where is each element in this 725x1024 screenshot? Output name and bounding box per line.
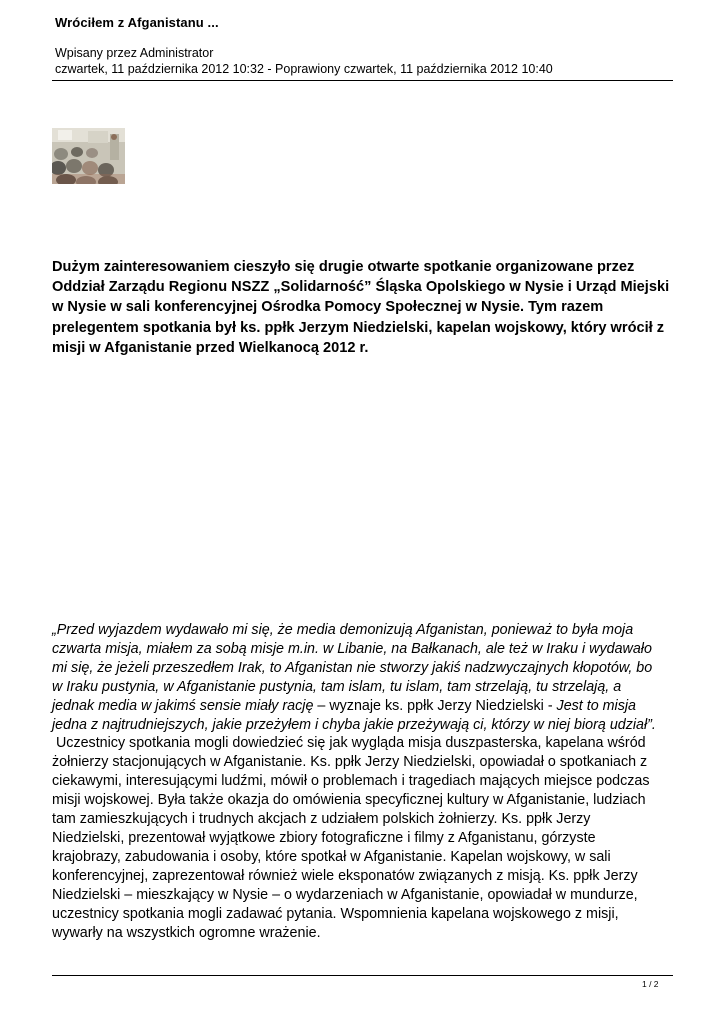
body-line (52, 678, 682, 697)
body-text: – wyznaje ks. ppłk Jerzy Niedzielski - (313, 697, 557, 714)
quote-text: czwarta misja, miałem za sobą misje m.in. w Libanie, na Bałkanach, ale też w Iraku i wydawało (52, 640, 652, 657)
quote-text: „Przed wyjazdem wydawało mi się, że media demonizują Afganistan, ponieważ to była moja (52, 622, 634, 638)
dates-line: czwartek, 11 października 2012 10:32 - Poprawiony czwartek, 11 października 2012 10:40 (55, 62, 553, 76)
lead-line: prelegentem spotkania był ks. ppłk Jerzym Niedzielski, kapelan wojskowy, który wrócił z (52, 319, 665, 336)
lead-paragraph (52, 257, 682, 358)
lead-line: Dużym zainteresowaniem cieszyło się drugie otwarte spotkanie organizowane przez (52, 259, 635, 275)
quote-text: mi się, że jeżeli przeszedłem Irak, to Afganistan nie stworzy jakiś nadzwyczajnych kłopotów, bo (52, 659, 653, 676)
body-line (52, 886, 682, 905)
body-line (52, 848, 682, 867)
body-line (52, 829, 682, 848)
body-line (52, 753, 682, 772)
body-line (52, 791, 682, 810)
body-line (52, 659, 682, 678)
body-paragraph (52, 621, 682, 942)
body-line (52, 697, 682, 716)
conference-photo-image (52, 128, 125, 184)
quote-text: jedna z najtrudniejszych, jakie przeżyłem i chyba jakie przeżywają ci, którzy w niej biorą udział”. (52, 716, 656, 733)
page-indicator: 1 / 2 (642, 979, 659, 989)
body-text: żołnierzy stacjonujących w Afganistanie. Ks. ppłk Jerzy Niedzielski, opowiadał o spotkaniach z (52, 754, 648, 771)
body-line (52, 867, 682, 886)
body-text: misji wojskowej. Była także okazja do omówienia specyficznej kultury w Afganistanie, ludziach (52, 792, 646, 809)
article-title: Wróciłem z Afganistanu ... (55, 15, 219, 30)
body-line (52, 734, 682, 753)
quote-text: w Iraku pustynia, w Afganistanie pustynia, tam islam, tu islam, tam strzelają, tu strzelają, a (52, 678, 622, 695)
lead-line: w Nysie w sali konferencyjnej Ośrodka Pomocy Społecznej w Nysie. Tym razem (52, 299, 604, 316)
body-text: wywarły na wszystkich ogromne wrażenie. (52, 924, 321, 941)
body-line (52, 716, 682, 735)
body-text: krajobrazy, zabudowania i osoby, które spotkał w Afganistanie. Kapelan wojskowy, w sali (52, 848, 611, 865)
lead-line: Oddział Zarządu Regionu NSZZ „Solidarność” Śląska Opolskiego w Nysie i Urząd Miejski (52, 279, 670, 296)
body-text: uczestnicy spotkania mogli zadawać pytania. Wspomnienia kapelana wojskowego z misji, (52, 905, 619, 922)
body-text: tam zamieszkujących i trudnych akcjach z udziałem polskich żołnierzy. Ks. ppłk Jerzy (52, 811, 591, 828)
header-divider (52, 80, 673, 81)
body-text: Niedzielski – mieszkający w Nysie – o wydarzeniach w Afganistanie, opowiadał w mundurze, (52, 886, 638, 903)
lead-line: misji w Afganistanie przed Wielkanocą 2012 r. (52, 339, 369, 356)
body-line (52, 924, 682, 943)
body-line (52, 621, 682, 640)
body-text: Uczestnicy spotkania mogli dowiedzieć się jak wygląda misja duszpasterska, kapelana wśród (52, 735, 646, 752)
body-line (52, 772, 682, 791)
author-line: Wpisany przez Administrator (55, 46, 214, 60)
body-line (52, 905, 682, 924)
quote-text: jednak media w jakimś sensie miały rację (52, 697, 314, 714)
footer-divider (52, 975, 673, 976)
body-text: Niedzielski, prezentował wyjątkowe zbiory fotograficzne i filmy z Afganistanu, górzyste (52, 829, 596, 846)
body-line (52, 810, 682, 829)
article-photo (52, 128, 125, 184)
quote-text: Jest to misja (556, 697, 636, 714)
body-text: ciekawymi, interesującymi ludźmi, mówił o problemach i tragediach mających miejsce podczas (52, 773, 650, 790)
body-line (52, 640, 682, 659)
body-text: konferencyjnej, zaprezentował również wiele eksponatów związanych z misją. Ks. ppłk Jerzy (52, 867, 638, 884)
